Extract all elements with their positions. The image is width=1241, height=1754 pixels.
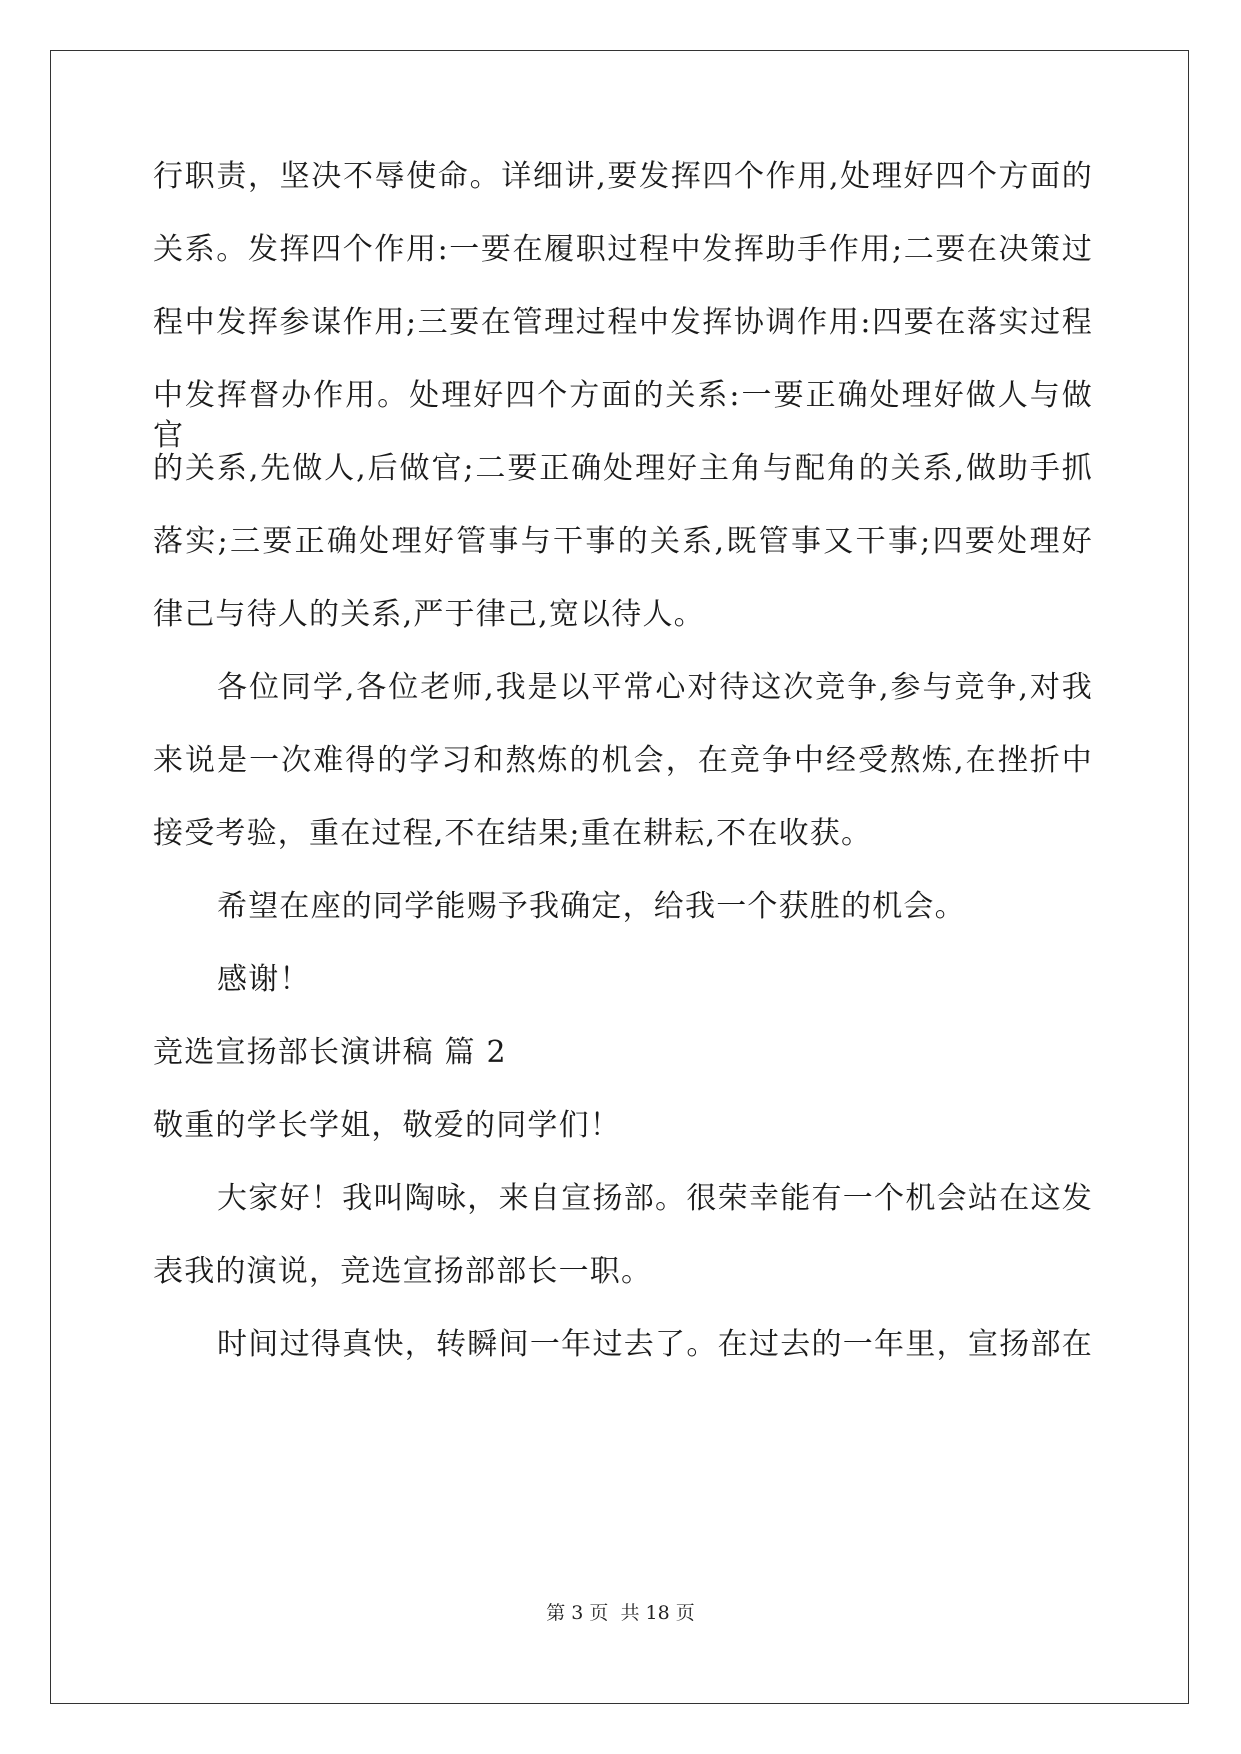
page-number: 第 3 页 xyxy=(546,1602,609,1624)
text-line: 律己与待人的关系,严于律己,宽以待人。 xyxy=(153,597,705,632)
text-line: 感谢！ xyxy=(217,962,311,997)
section-heading: 竞选宣扬部长演讲稿 篇 2 xyxy=(153,1035,507,1070)
text-line: 时间过得真快，转瞬间一年过去了。在过去的一年里，宣扬部在 xyxy=(217,1327,1093,1362)
text-line: 大家好！我叫陶咏，来自宣扬部。很荣幸能有一个机会站在这发 xyxy=(217,1181,1093,1216)
text-line: 的关系,先做人,后做官;二要正确处理好主角与配角的关系,做助手抓 xyxy=(153,451,1093,486)
text-line: 中发挥督办作用。处理好四个方面的关系:一要正确处理好做人与做官 xyxy=(153,378,1093,453)
text-line: 各位同学,各位老师,我是以平常心对待这次竞争,参与竞争,对我 xyxy=(217,670,1093,705)
text-line: 程中发挥参谋作用;三要在管理过程中发挥协调作用:四要在落实过程 xyxy=(153,305,1093,340)
text-line: 落实;三要正确处理好管事与干事的关系,既管事又干事;四要处理好 xyxy=(153,524,1093,559)
text-line: 来说是一次难得的学习和熬炼的机会，在竞争中经受熬炼,在挫折中 xyxy=(153,743,1093,778)
text-line: 希望在座的同学能赐予我确定，给我一个获胜的机会。 xyxy=(217,889,966,924)
page-footer xyxy=(51,1598,1190,1625)
page-total: 共 18 页 xyxy=(620,1602,695,1624)
text-line: 行职责，坚决不辱使命。详细讲,要发挥四个作用,处理好四个方面的 xyxy=(153,159,1093,194)
text-line: 接受考验，重在过程,不在结果;重在耕耘,不在收获。 xyxy=(153,816,873,851)
salutation: 敬重的学长学姐，敬爱的同学们！ xyxy=(153,1108,621,1143)
text-line: 表我的演说，竞选宣扬部部长一职。 xyxy=(153,1254,653,1289)
document-page xyxy=(50,50,1189,1704)
text-line: 关系。发挥四个作用:一要在履职过程中发挥助手作用;二要在决策过 xyxy=(153,232,1093,267)
